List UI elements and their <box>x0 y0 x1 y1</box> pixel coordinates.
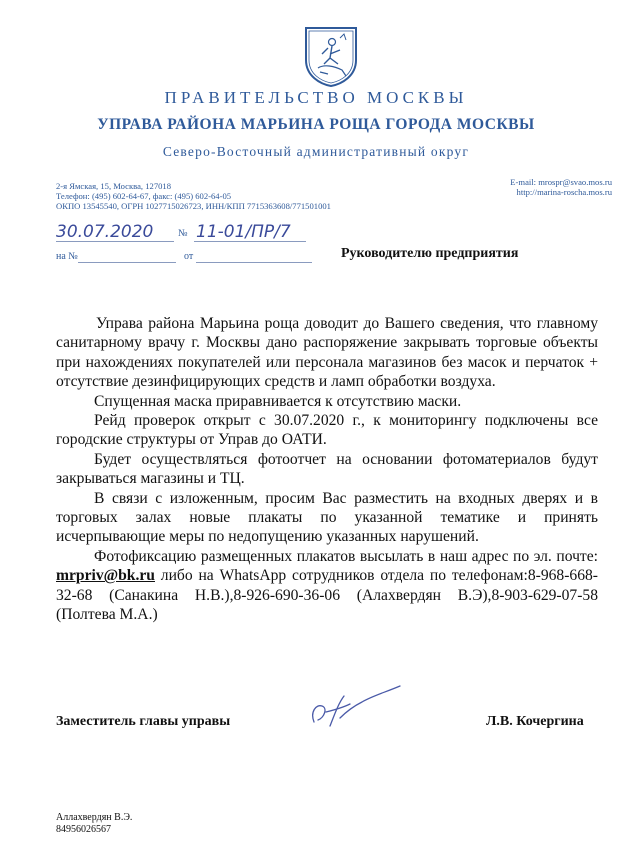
paragraph-contacts <box>56 547 598 625</box>
contact-phone: Телефон: (495) 602-64-67, факс: (495) 602-64-05 <box>56 191 232 201</box>
addressee: Руководителю предприятия <box>341 246 519 261</box>
uprava-title: УПРАВА РАЙОНА МАРЬИНА РОЩА ГОРОДА МОСКВЫ <box>97 116 535 133</box>
paragraph: В связи с изложенным, просим Вас разместить на входных дверях и в торговых залах новые плакаты по указанной тематике и принять исчерпывающие меры по недопущению указанных нарушений. <box>56 489 598 546</box>
signer-name: Л.В. Кочергина <box>486 714 584 729</box>
paragraph: Спущенная маска приравнивается к отсутствию маски. <box>94 392 462 410</box>
handwritten-date: 30.07.2020 <box>56 222 154 242</box>
okrug-title: Северо-Восточный административный округ <box>162 144 470 159</box>
contact-email: E-mail: mrospr@svao.mos.ru <box>510 177 612 187</box>
contacts-left <box>56 181 331 211</box>
contacts-right <box>510 177 612 197</box>
signer-position: Заместитель главы управы <box>56 714 231 729</box>
from-label: от <box>184 251 194 262</box>
number-underline <box>194 241 306 242</box>
number-label: № <box>178 228 188 239</box>
executor-block <box>56 812 132 836</box>
email-link[interactable]: mrpriv@bk.ru <box>56 567 155 585</box>
registration-line <box>56 222 306 244</box>
contact-codes: ОКПО 13545540, ОГРН 1027715026723, ИНН/КПП 7715363608/771501001 <box>56 201 331 211</box>
paragraph-contacts-end: либо на WhatsApp сотрудников отдела по телефонам:8-968-668-32-68 (Санакина Н.В.),8-926-690-36-06 (Алахвердян В.Э),8-903-629-07-58 (Полтева М.А.) <box>56 567 598 624</box>
executor-name: Аллахвердян В.Э. <box>56 812 133 823</box>
from-underline <box>196 262 312 263</box>
contact-website: http://marina-roscha.mos.ru <box>516 187 612 197</box>
contact-address: 2-я Ямская, 15, Москва, 127018 <box>56 181 172 191</box>
reference-line <box>56 250 326 264</box>
ref-label: на № <box>56 251 78 262</box>
paragraph: Рейд проверок открыт с 30.07.2020 г., к мониторингу подключены все городские структуры от Управ до ОАТИ. <box>56 412 598 449</box>
paragraph: Управа района Марьина роща доводит до Вашего сведения, что главному санитарному врачу г. Москвы дано распоряжение закрывать торговые объекты при нахождениях покупателей или персонала магазинов без масок и перчаток + отсутствие дезинфицирующих средств и ламп обработки воздуха. <box>56 315 598 391</box>
handwritten-number: 11-01/ПР/7 <box>196 222 291 242</box>
letter-body <box>56 314 598 625</box>
paragraph-contacts-start: Фотофиксацию размещенных плакатов высылать в наш адрес по эл. почте: <box>94 547 598 565</box>
paragraph: Будет осуществляться фотоотчет на основании фотоматериалов будут закрываться магазины и ТЦ. <box>56 450 598 488</box>
date-underline <box>56 241 174 242</box>
ref-underline <box>78 262 176 263</box>
executor-phone: 84956026567 <box>56 824 111 835</box>
government-title: ПРАВИТЕЛЬСТВО МОСКВЫ <box>164 88 468 107</box>
handwritten-signature <box>300 682 410 734</box>
moscow-coat-of-arms-icon <box>302 24 360 88</box>
